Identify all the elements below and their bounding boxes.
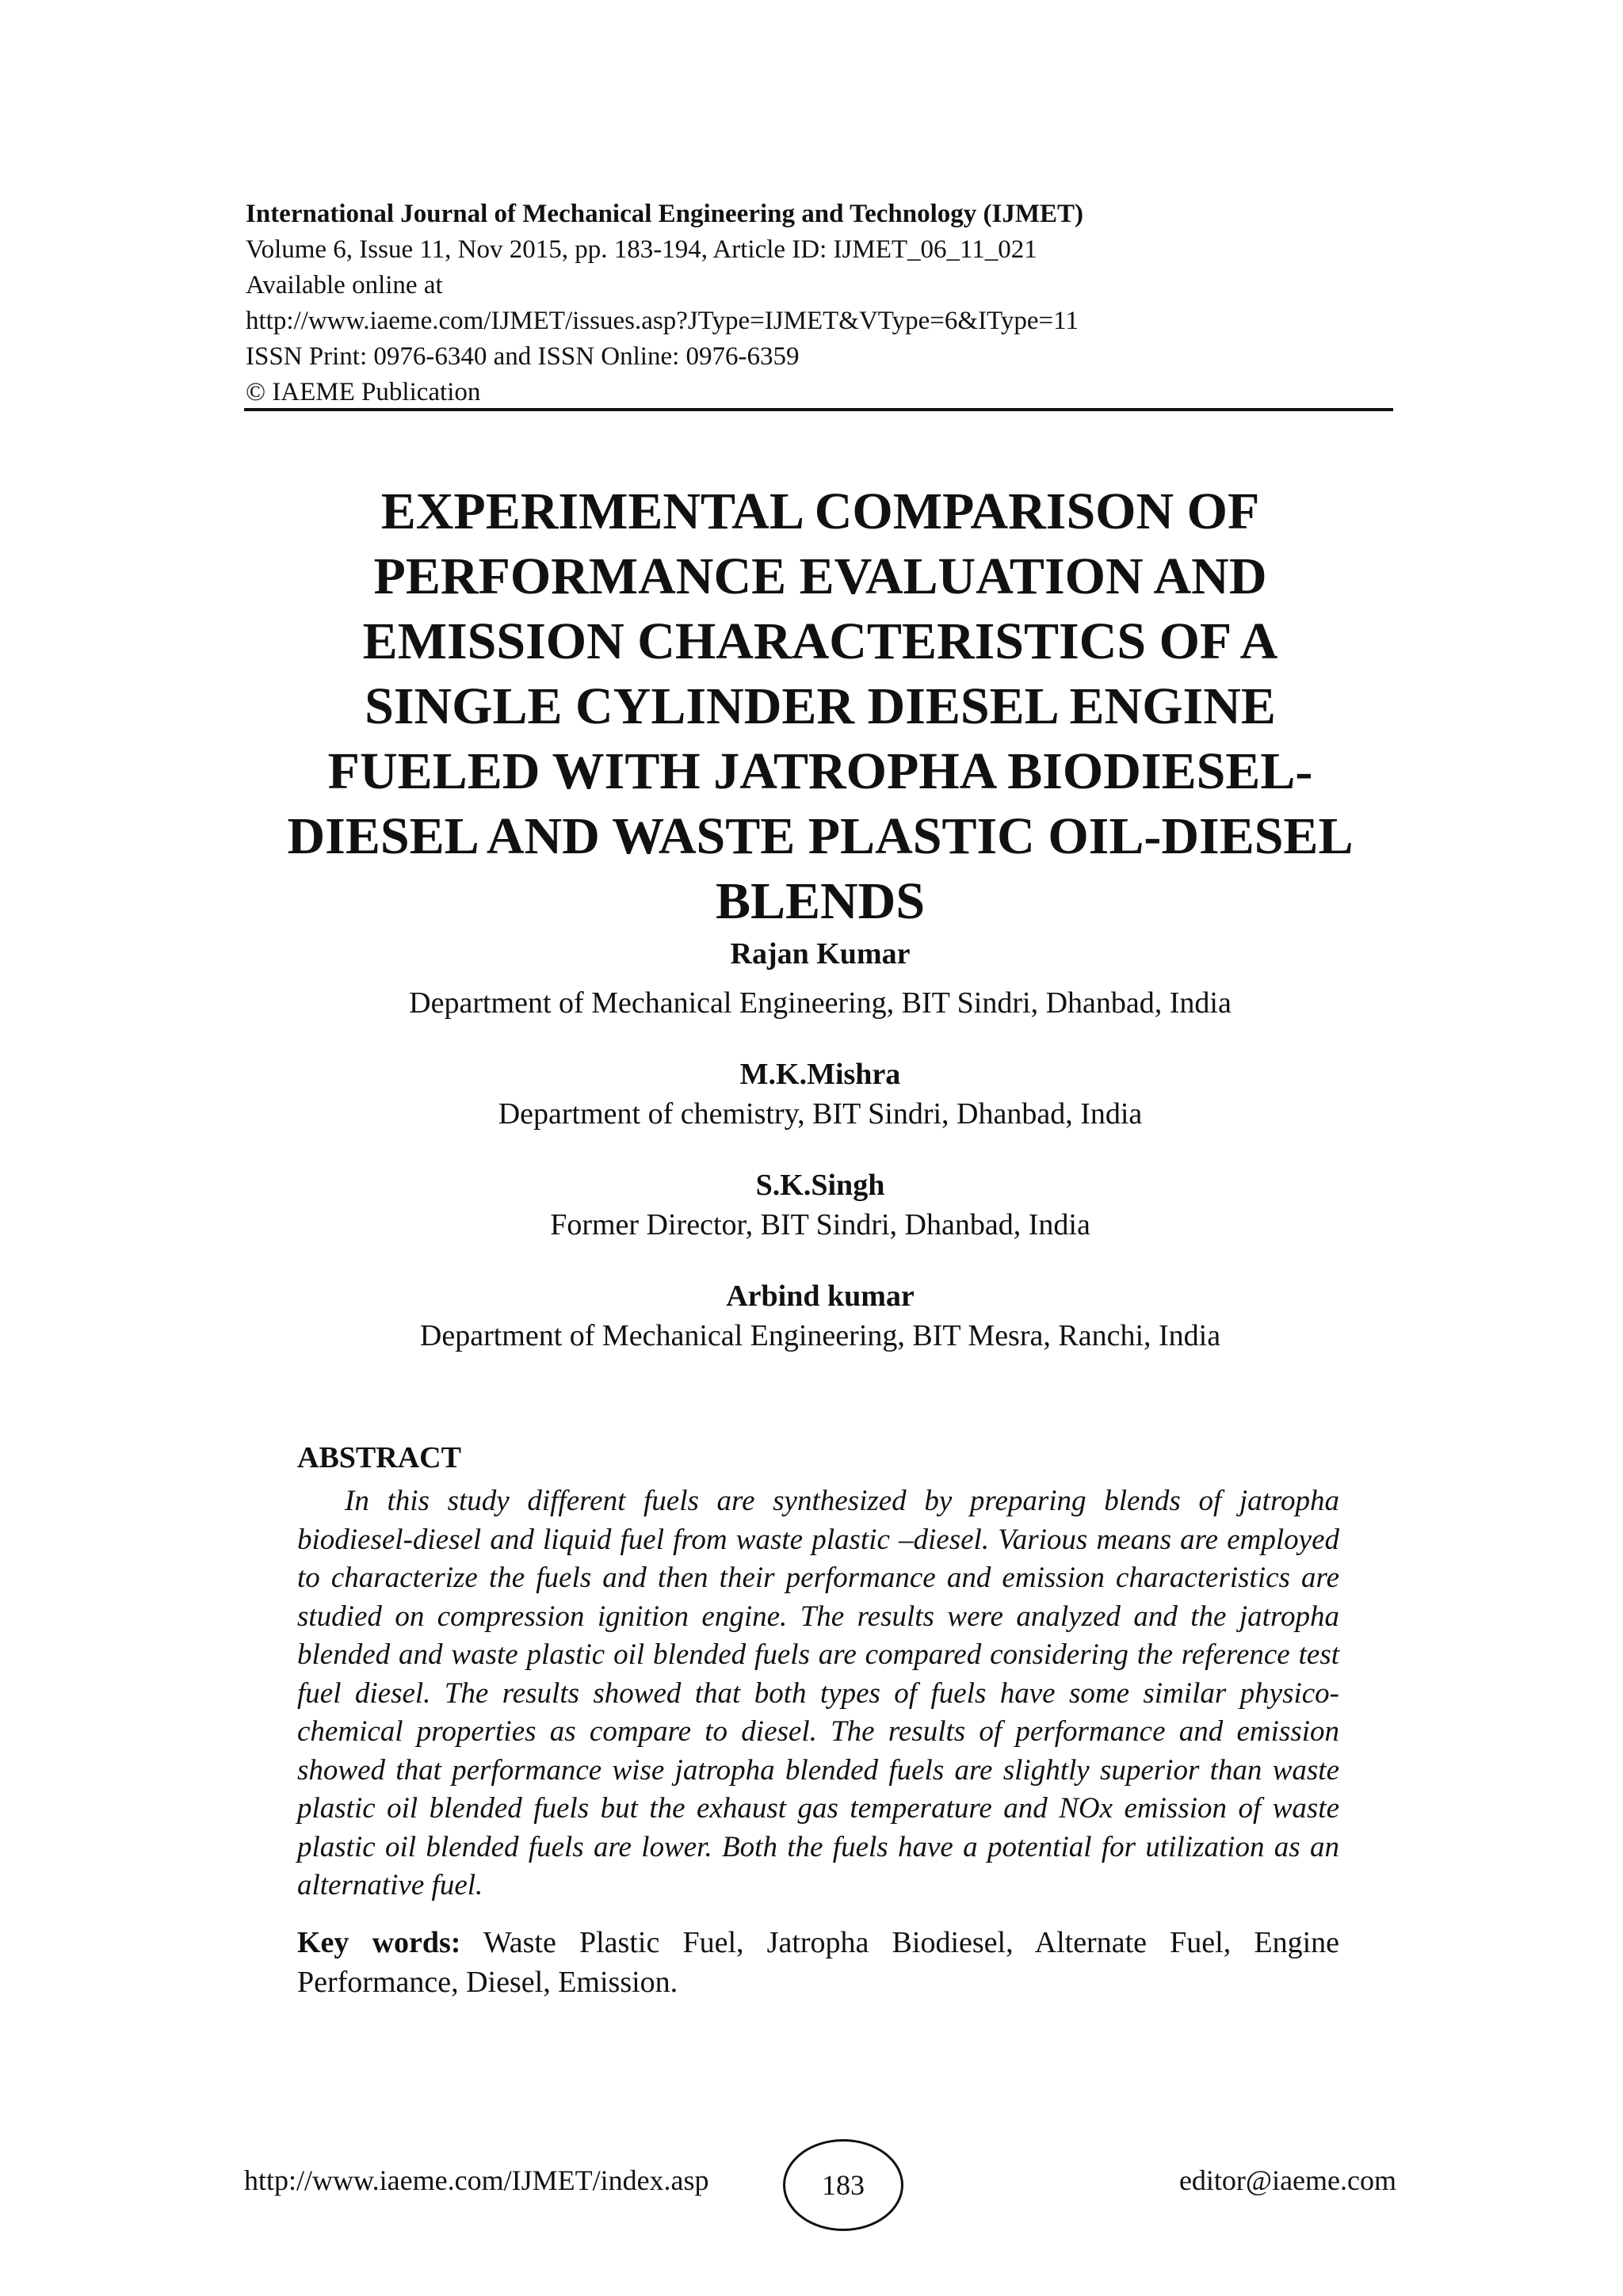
author-name: Rajan Kumar	[730, 937, 911, 971]
page-number-circle	[783, 2139, 903, 2231]
author-block	[190, 935, 1450, 1024]
keywords-list: Waste Plastic Fuel, Jatropha Biodiesel, Alternate Fuel, Engine Performance, Diesel, Emission.	[297, 1925, 1339, 1999]
author-name: S.K.Singh	[755, 1169, 885, 1202]
author-name: M.K.Mishra	[739, 1058, 901, 1091]
keywords-label: Key words:	[297, 1925, 461, 1959]
journal-header	[246, 196, 1395, 410]
author-name: Arbind kumar	[726, 1280, 915, 1313]
issn-info: ISSN Print: 0976-6340 and ISSN Online: 0976-6359	[246, 342, 800, 371]
author-block	[190, 1166, 1450, 1245]
title-line: DIESEL AND WASTE PLASTIC OIL-DIESEL	[287, 807, 1354, 865]
issue-url-link[interactable]: http://www.iaeme.com/IJMET/issues.asp?JType=IJMET&VType=6&IType=11	[246, 307, 1079, 335]
page-footer	[244, 2139, 1396, 2218]
volume-info: Volume 6, Issue 11, Nov 2015, pp. 183-194, Article ID: IJMET_06_11_021	[246, 235, 1037, 264]
keywords-paragraph	[297, 1923, 1339, 2002]
author-affiliation: Department of chemistry, BIT Sindri, Dhanbad, India	[498, 1097, 1143, 1131]
title-line: SINGLE CYLINDER DIESEL ENGINE	[365, 677, 1276, 735]
journal-index-link[interactable]: http://www.iaeme.com/IJMET/index.asp	[244, 2164, 709, 2196]
author-affiliation: Former Director, BIT Sindri, Dhanbad, India	[550, 1208, 1090, 1241]
abstract-heading: ABSTRACT	[297, 1441, 461, 1474]
paper-title	[190, 479, 1450, 934]
author-affiliation: Department of Mechanical Engineering, BIT Mesra, Ranchi, India	[419, 1319, 1221, 1352]
title-line: PERFORMANCE EVALUATION AND	[373, 547, 1267, 605]
publisher-info: © IAEME Publication	[246, 378, 481, 406]
author-block	[190, 1055, 1450, 1135]
title-line: EMISSION CHARACTERISTICS OF A	[362, 612, 1278, 670]
journal-name: International Journal of Mechanical Engineering and Technology (IJMET)	[246, 200, 1083, 228]
header-divider	[244, 408, 1393, 411]
abstract-body: In this study different fuels are synthesized by preparing blends of jatropha biodiesel-diesel and liquid fuel from waste plastic –diesel. Various means are employed to characterize the fuels and then their performance and emission characteristics are studied on compression ignition engine. The results were analyzed and the jatropha blended and waste plastic oil blended fuels are compared considering the reference test fuel diesel. The results showed that both types of fuels have some similar physico-chemical properties as compare to diesel. The results of performance and emission showed that performance wise jatropha blended fuels are slightly superior than waste plastic oil blended fuels but the exhaust gas temperature and NOx emission of waste plastic oil blended fuels are lower. Both the fuels have a potential for utilization as an alternative fuel.	[297, 1485, 1339, 1901]
page-number: 183	[822, 2169, 865, 2201]
abstract-section	[297, 1438, 1339, 2002]
title-line: BLENDS	[715, 872, 926, 930]
available-online-label: Available online at	[246, 271, 443, 299]
title-line: EXPERIMENTAL COMPARISON OF	[380, 482, 1260, 540]
author-block	[190, 1277, 1450, 1356]
editor-email-link[interactable]: editor@iaeme.com	[1178, 2164, 1396, 2196]
title-line: FUELED WITH JATROPHA BIODIESEL-	[327, 742, 1313, 800]
author-affiliation: Department of Mechanical Engineering, BIT Sindri, Dhanbad, India	[409, 986, 1232, 1020]
author-list	[190, 935, 1450, 1388]
